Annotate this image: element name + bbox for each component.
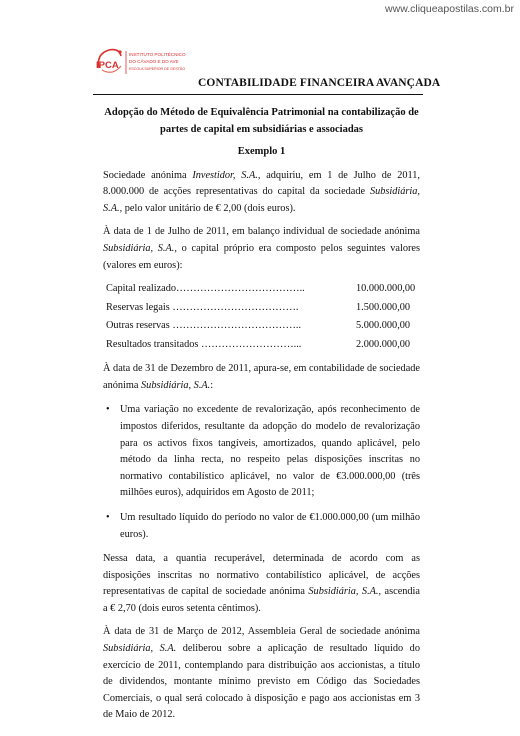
ipca-logo: [93, 46, 203, 80]
ipca-logo-graphic: [93, 46, 203, 80]
logo-line-1: INSTITUTO POLITÉCNICO: [129, 52, 186, 57]
example-heading: Exemplo 1: [237, 146, 286, 157]
equity-item-value: 2.000.000,00: [356, 338, 411, 350]
paragraph-3: [103, 361, 420, 394]
p4-company-subsidiary: Subsidiária, S.A.,: [308, 586, 382, 598]
bullet-text: Um resultado líquido do período no valor de €1.000.000,00 (um milhão euros).: [120, 511, 420, 540]
equity-item-label: Capital realizado………………………………..: [106, 283, 305, 295]
logo-line-3: ESCOLA SUPERIOR DE GESTÃO: [129, 67, 186, 71]
logo-line-2: DO CÁVADO E DO AVE: [129, 59, 179, 64]
bullet-item: [103, 510, 420, 543]
paragraph-1: [103, 168, 420, 218]
logo-acronym: IPCA: [96, 60, 119, 71]
p3-text-2: :: [210, 379, 214, 391]
equity-item: [106, 300, 420, 319]
header-divider: [93, 94, 423, 95]
p5-text: À data de 31 de Março de 2012, Assembleia Geral de sociedade anónima: [103, 626, 420, 638]
p5-company-subsidiary: Subsidiária, S.A.: [103, 643, 177, 655]
watermark-url: www.cliqueapostilas.com.br: [385, 3, 514, 15]
p2-text: À data de 1 de Julho de 2011, em balanço individual de sociedade anónima: [103, 226, 420, 238]
equity-item-value: 1.500.000,00: [356, 301, 411, 313]
p2-company-subsidiary: Subsidiária, S.A.,: [103, 242, 177, 254]
equity-item: [106, 318, 420, 337]
header-title: CONTABILIDADE FINANCEIRA AVANÇADA: [198, 77, 441, 89]
equity-items-list: [103, 281, 420, 355]
document-body: [103, 102, 420, 731]
paragraph-2: [103, 224, 420, 274]
p1-text: Sociedade anónima: [103, 169, 193, 181]
p1-text-2: adquiriu, em 1 de Julho de 2011, 8.000.000 de acções representativas do capital da sociedade: [103, 169, 420, 198]
p4-text-2: ascendia a € 2,70 (dois euros setenta cêntimos).: [103, 586, 420, 614]
bullet-text: Uma variação no excedente de revalorização, após reconhecimento de impostos diferidos, resultante da adopção do modelo de revalorização para os activos fixos tangíveis, amortizados, quando aplicável, pelo método da linha recta, no respeito pelas disposições inscritas no normativo contabilístico aplicável, no valor de €3.000.000,00 (três milhões euros), adquiridos em Agosto de 2011;: [120, 404, 420, 499]
equity-item-value: 10.000.000,00: [356, 283, 416, 295]
bullet-icon: •: [106, 511, 110, 523]
bullet-icon: •: [106, 404, 110, 416]
p3-company-subsidiary: Subsidiária, S.A.: [141, 379, 211, 391]
p3-text: À data de 31 de Dezembro de 2011, apura-se, em contabilidade de sociedade anónima: [103, 363, 420, 391]
paragraph-5: [103, 624, 420, 724]
paragraph-4: [103, 551, 420, 617]
bullet-list: [103, 402, 420, 543]
p1-company-investor: Investidor, S.A.,: [192, 169, 261, 181]
p4-text: Nessa data, a quantia recuperável, determinada de acordo com as disposições inscritas no normativo contabilístico aplicável, de acções representativas de capital de sociedade anónima: [103, 553, 420, 598]
p1-text-3: pelo valor unitário de € 2,00 (dois euros).: [122, 202, 296, 214]
equity-item-value: 5.000.000,00: [356, 320, 411, 332]
p2-text-2: o capital próprio era composto pelos seguintes valores (valores em euros):: [103, 242, 421, 271]
equity-item: [106, 337, 420, 356]
p1-company-subsidiary: Subsidiária, S.A.,: [103, 186, 420, 214]
p5-text-2: deliberou sobre a aplicação de resultado líquido do exercício de 2011, contemplando para distribuição aos accionistas, a título de dividendos, montante mínimo previsto em Código das Sociedades Comerciais, o qual será colocado à disposição e pago aos accionistas em 3 de Maio de 2012.: [103, 643, 420, 721]
equity-item-label: Reservas legais ……………………………….: [106, 301, 299, 313]
equity-item-label: Outras reservas ………………………………..: [106, 320, 302, 332]
document-title: Adopção do Método de Equivalência Patrimonial na contabilização de partes de capital em subsidiárias e associadas: [104, 107, 419, 135]
equity-item-label: Resultados transitados ………………………...: [106, 338, 302, 350]
equity-item: [106, 281, 420, 300]
bullet-item: [103, 402, 420, 502]
